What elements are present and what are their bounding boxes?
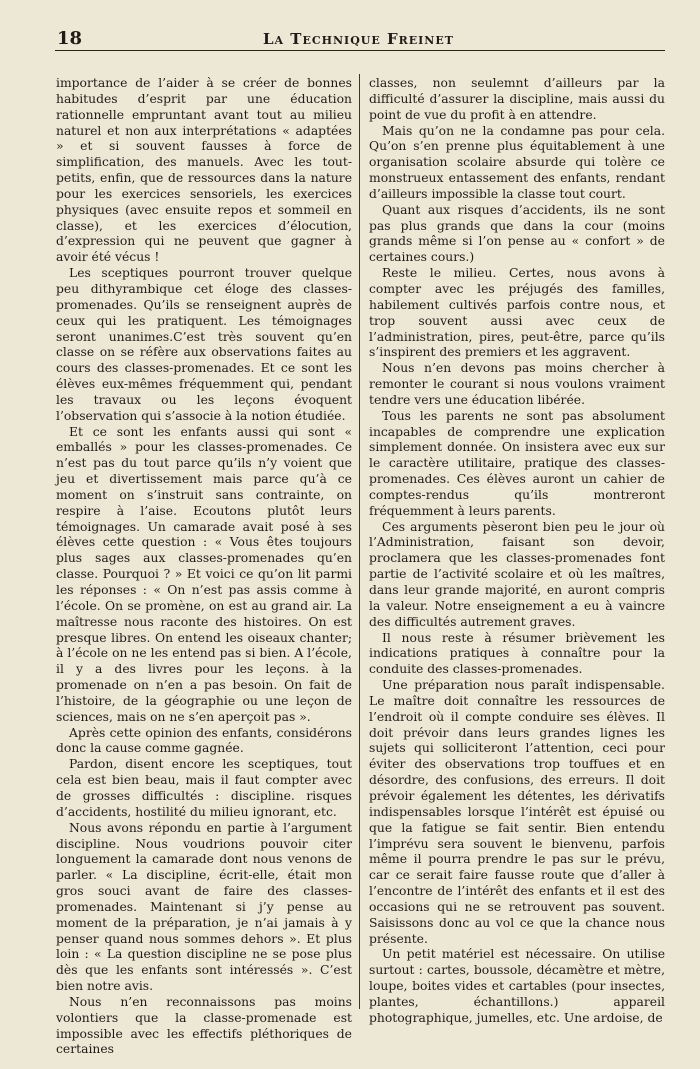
header-rule	[55, 50, 665, 51]
paragraph: Tous les parents ne sont pas absolument incapables de comprendre une explication simplement donnée. On insistera avec eux sur le caractère utilitaire, pratique des classes-promenades. Ces élèves auront un cahier de comptes-rendus qu’ils montreront fréquemment à leurs parents.	[369, 408, 665, 518]
paragraph: Nous n’en devons pas moins chercher à remonter le courant si nous voulons vraiment tendre vers une éducation libérée.	[369, 361, 665, 407]
paragraph: Et ce sont les enfants aussi qui sont « emballés » pour les classes-promenades. Ce n’est pas du tout parce qu’ils n’y voient que jeu et divertissement mais parce qu’à ce moment on s’instruit sans contrainte, on respire à l’aise. Ecoutons plutôt leurs témoignages. Un camarade avait posé à ses élèves cette question : « Vous êtes toujours plus sages aux classes-promenades qu’en classe. Pourquoi ? » Et voici ce qu’on lit parmi les réponses : « On n’est pas assis comme à l’école. On se promène, on est au grand air. La maîtresse nous raconte des histoires. On est presque libres. On entend les oiseaux chanter; à l’école on ne les entend pas si bien. A l’école, il y a des livres pour les leçons. à la promenade on n’en a pas besoin. On fait de l’histoire, de la géographie ou une leçon de sciences, mais on ne s’en aperçoit pas ».	[56, 424, 352, 724]
page-number: 18	[57, 28, 83, 49]
paragraph: Une préparation nous paraît indispensable. Le maître doit connaître les ressources de l’endroit où il compte conduire ses élèves. Il doit prévoir dans leurs grandes lignes les sujets qui solliciteront l’attention, ceci pour éviter des observations trop touffues et en désordre, des confusions, des erreurs. Il doit prévoir également les détentes, les dérivatifs indispensables lorsque l’intérêt est épuisé ou que la fatigue se fait sentir. Bien entendu l’imprévu sera souvent le bienvenu, parfois même il pourra prendre le pas sur le prévu, car ce serait faire fausse route que d’aller à l’encontre de l’intérêt des enfants et il est des occasions qui ne se retrouvent pas souvent. Saisissons donc au vol ce que la chance nous présente.	[369, 678, 665, 946]
page-header	[55, 26, 665, 52]
column-divider	[359, 74, 360, 1009]
paragraph: importance de l’aider à se créer de bonnes habitudes d’esprit par une éducation rationnelle empruntant avant tout au milieu naturel et non aux interprétations « adaptées » et si souvent fausses à force de simplification, des manuels. Avec les tout-petits, enfin, que de ressources dans la nature pour les exercices sensoriels, les exercices physiques (avec ensuite repos et sommeil en classe), et les exercices d’élocution, d’expression qui ne peuvent que gagner à avoir été vécus !	[56, 76, 352, 265]
journal-title: La Technique Freinet	[263, 30, 454, 48]
paragraph: Mais qu’on ne la condamne pas pour cela. Qu’on s’en prenne plus équitablement à une organisation scolaire absurde qui tolère ce monstrueux entassement des enfants, rendant d’ailleurs impossible la classe tout court.	[369, 123, 665, 201]
paragraph: Nous n’en reconnaissons pas moins volontiers que la classe-promenade est impossible avec les effectifs pléthoriques de certaines	[56, 994, 352, 1057]
right-column	[369, 76, 665, 1027]
paragraph: Un petit matériel est nécessaire. On utilise surtout : cartes, boussole, décamètre et mètre, loupe, boites vides et cartables (pour insectes, plantes, échantillons.) appareil photographique, jumelles, etc. Une ardoise, de	[369, 947, 665, 1025]
paragraph: Nous avons répondu en partie à l’argument discipline. Nous voudrions pouvoir citer longuement la camarade dont nous venons de parler. « La discipline, écrit-elle, était mon gros souci avant de faire des classes-promenades. Maintenant si j’y pense au moment de la préparation, je n’ai jamais à y penser quand nous sommes dehors ». Et plus loin : « La question discipline ne se pose plus dès que les enfants sont intéressés ». C’est bien notre avis.	[56, 820, 352, 994]
paragraph: Les sceptiques pourront trouver quelque peu dithyrambique cet éloge des classes-promenades. Qu’ils se renseignent auprès de ceux qui les pratiquent. Les témoignages seront unanimes.C’est très souvent qu’en classe on se réfère aux observations faites au cours des classes-promenades. Et ce sont les élèves eux-mêmes fréquemment qui, pendant les travaux ou les leçons évoquent l’observation qui s’associe à la notion étudiée.	[56, 266, 352, 423]
paragraph: Il nous reste à résumer brièvement les indications pratiques à connaître pour la conduite des classes-promenades.	[369, 630, 665, 677]
paragraph: Quant aux risques d’accidents, ils ne sont pas plus grands que dans la cour (moins grands même si l’on pense au « confort » de certaines cours.)	[369, 202, 665, 265]
paragraph: Pardon, disent encore les sceptiques, tout cela est bien beau, mais il faut compter avec de grosses difficultés : discipline. risques d’accidents, hostilité du milieu ignorant, etc.	[56, 757, 352, 819]
left-column	[56, 76, 352, 1058]
paragraph: Reste le milieu. Certes, nous avons à compter avec les préjugés des familles, habilement cultivés parfois contre nous, et trop souvent aussi avec ceux de l’administration, pires, peut-être, parce qu’ils s’inspirent des premiers et les aggravent.	[369, 266, 665, 360]
paragraph: classes, non seulemnt d’ailleurs par la difficulté d’assurer la discipline, mais aussi du point de vue du profit à en attendre.	[369, 76, 665, 122]
paragraph: Ces arguments pèseront bien peu le jour où l’Administration, faisant son devoir, proclamera que les classes-promenades font partie de l’activité scolaire et où les maîtres, dans leur grande majorité, en auront compris la valeur. Notre enseignement a eu à vaincre des difficultés autrement graves.	[369, 519, 665, 629]
paragraph: Après cette opinion des enfants, considérons donc la cause comme gagnée.	[56, 725, 352, 756]
